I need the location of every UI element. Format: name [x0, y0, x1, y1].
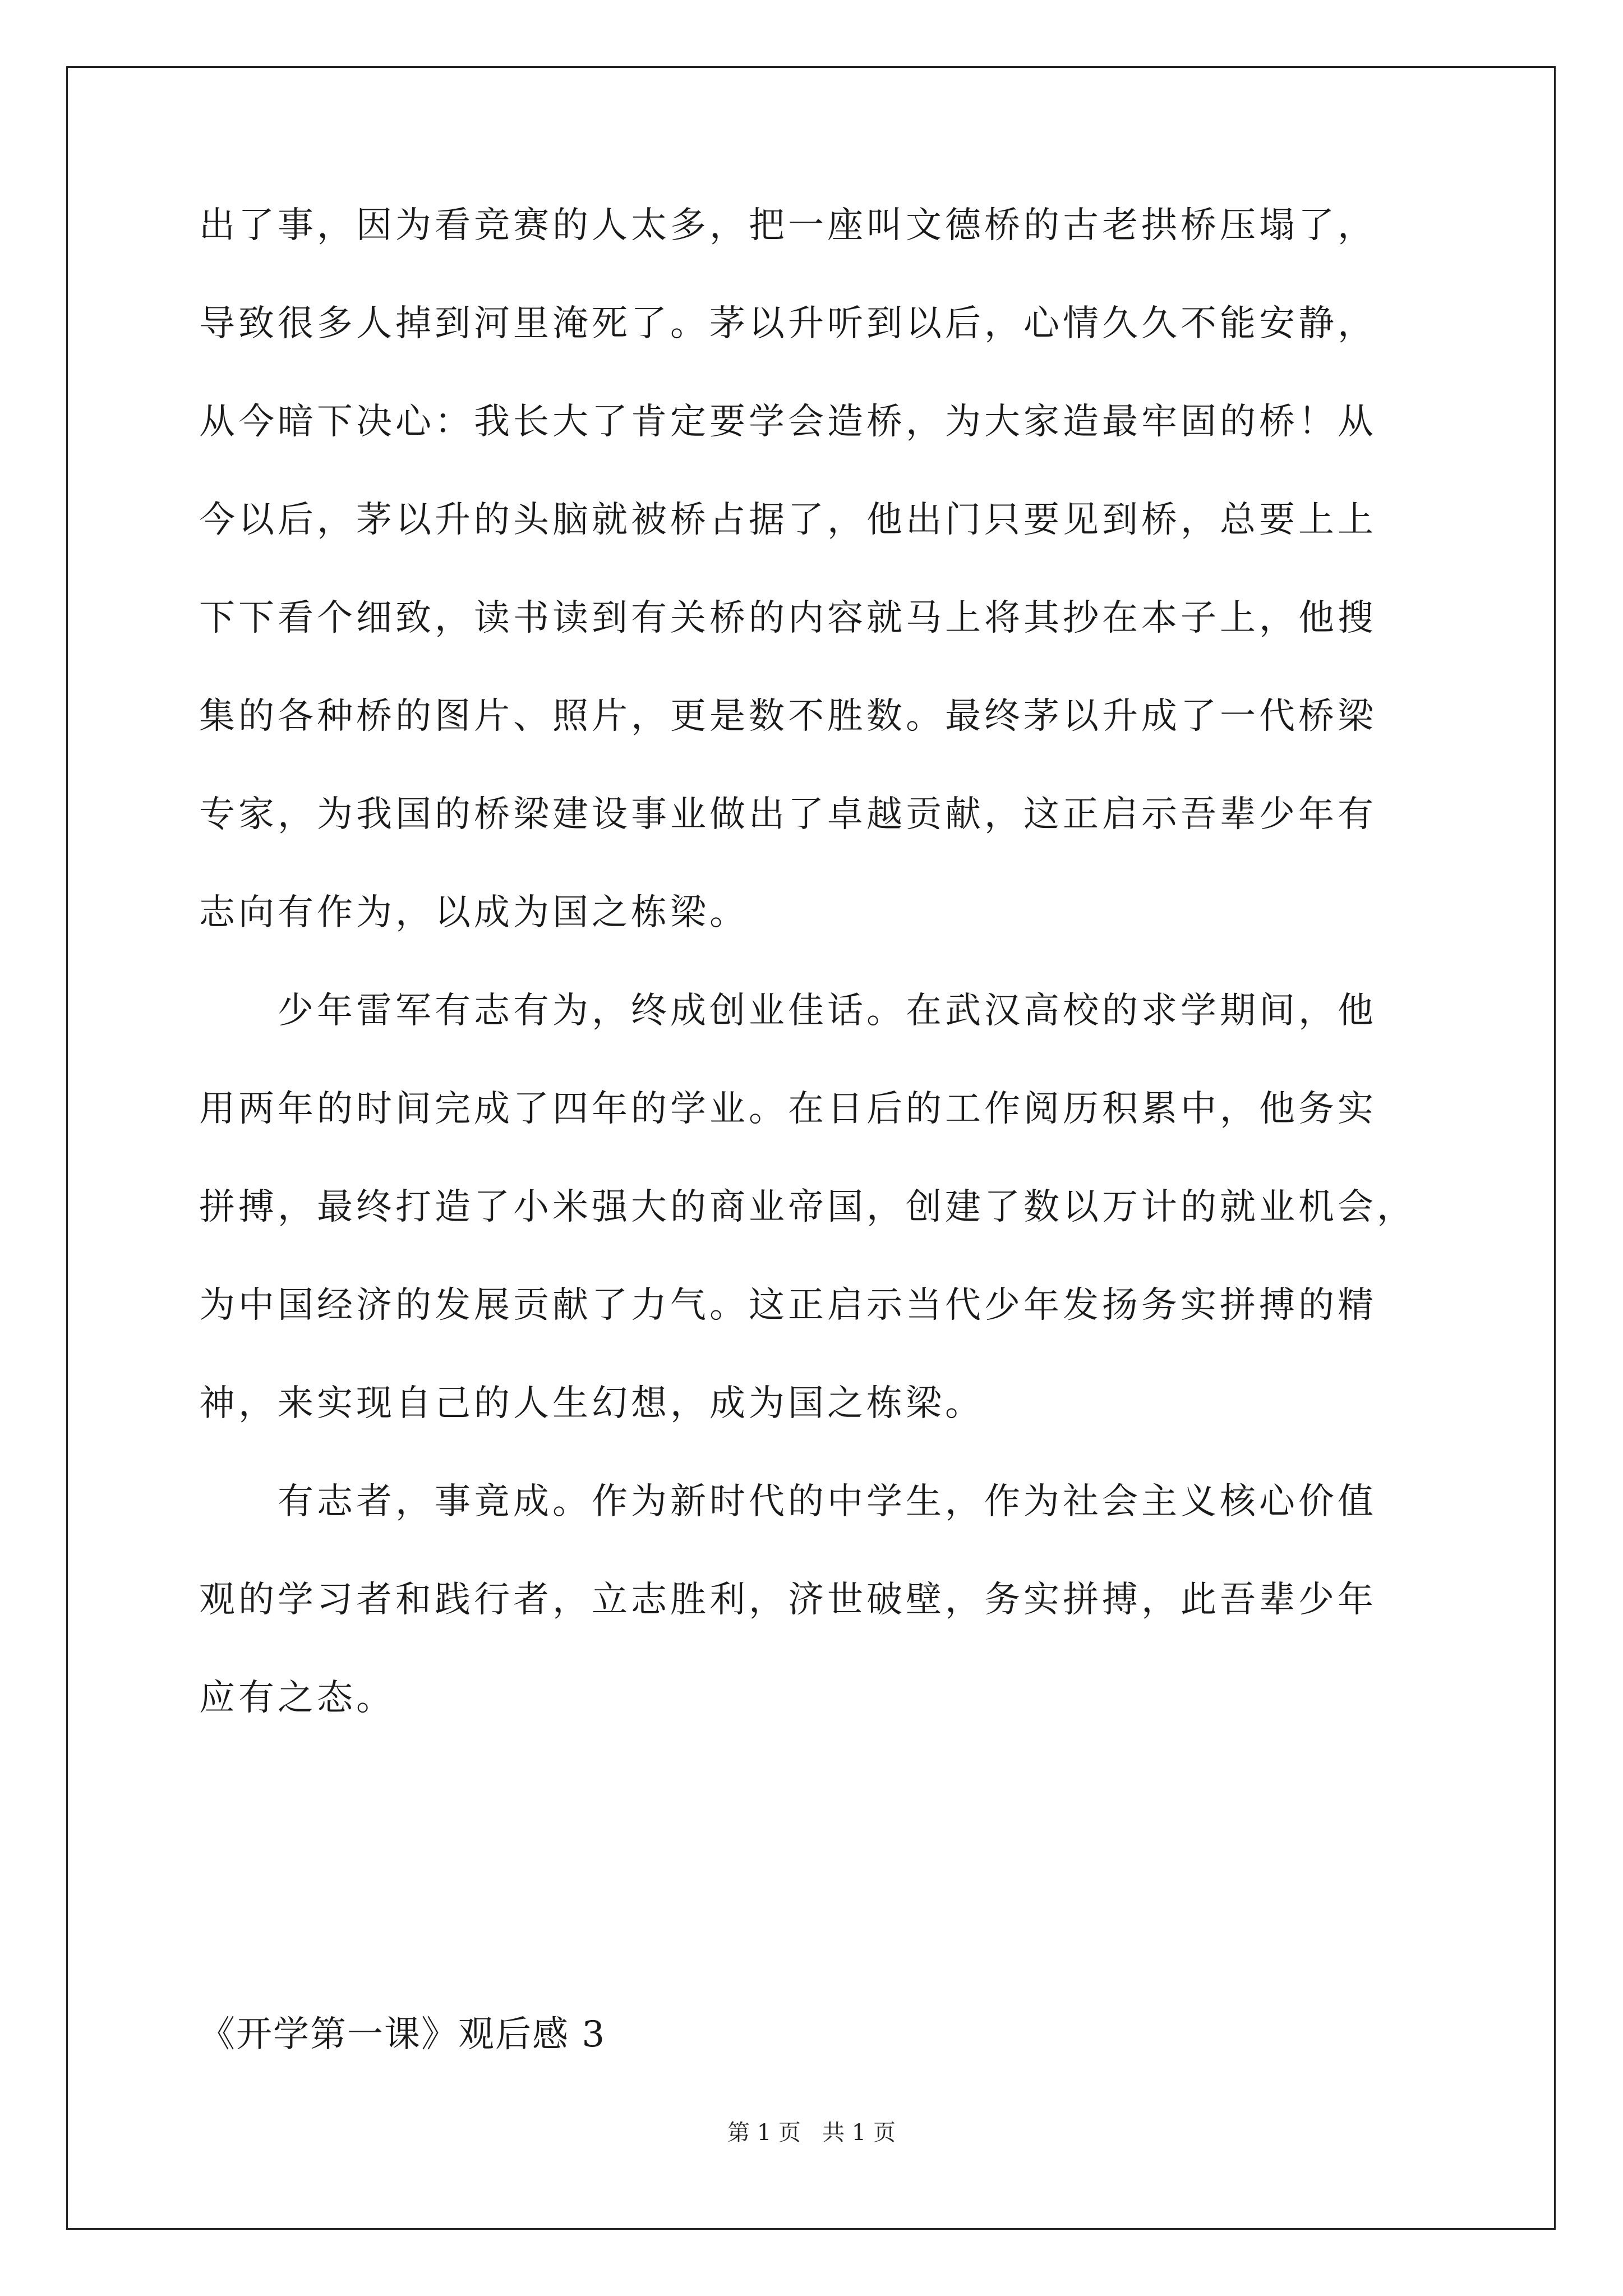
text-line: 神，来实现自己的人生幻想，成为国之栋梁。: [199, 1383, 984, 1424]
document-body: [199, 205, 1422, 1778]
text-line: 今以后，茅以升的头脑就被桥占据了，他出门只要见到桥，总要上上: [199, 499, 1377, 541]
text-line: 从今暗下决心：我长大了肯定要学会造桥，为大家造最牢固的桥！从: [199, 401, 1377, 443]
text-line: 应有之态。: [199, 1677, 395, 1719]
text-line: 用两年的时间完成了四年的学业。在日后的工作阅历积累中，他务实: [199, 1088, 1377, 1130]
paragraph-first-line: 少年雷军有志有为，终成创业佳话。在武汉高校的求学期间，他: [278, 990, 1377, 1032]
text-line: 为中国经济的发展贡献了力气。这正启示当代少年发扬务实拼搏的精: [199, 1285, 1377, 1326]
text-line: 下下看个细致，读书读到有关桥的内容就马上将其抄在本子上，他搜: [199, 597, 1377, 639]
text-line: 拼搏，最终打造了小米强大的商业帝国，创建了数以万计的就业机会，: [199, 1186, 1416, 1228]
text-line: 专家，为我国的桥梁建设事业做出了卓越贡献，这正启示吾辈少年有: [199, 794, 1377, 835]
paragraph-first-line: 有志者，事竟成。作为新时代的中学生，作为社会主义核心价值: [278, 1481, 1377, 1522]
text-line: 观的学习者和践行者，立志胜利，济世破壁，务实拼搏，此吾辈少年: [199, 1579, 1377, 1621]
section-title: 《开学第一课》观后感 3: [199, 2014, 606, 2055]
text-line: 集的各种桥的图片、照片，更是数不胜数。最终茅以升成了一代桥梁: [199, 696, 1377, 737]
text-line: 志向有作为，以成为国之栋梁。: [199, 892, 749, 933]
text-line: 出了事，因为看竞赛的人太多，把一座叫文德桥的古老拱桥压塌了，: [199, 205, 1377, 246]
page-footer: 第 1 页 共 1 页: [727, 2120, 896, 2146]
text-line: 导致很多人掉到河里淹死了。茅以升听到以后，心情久久不能安静，: [199, 303, 1377, 344]
